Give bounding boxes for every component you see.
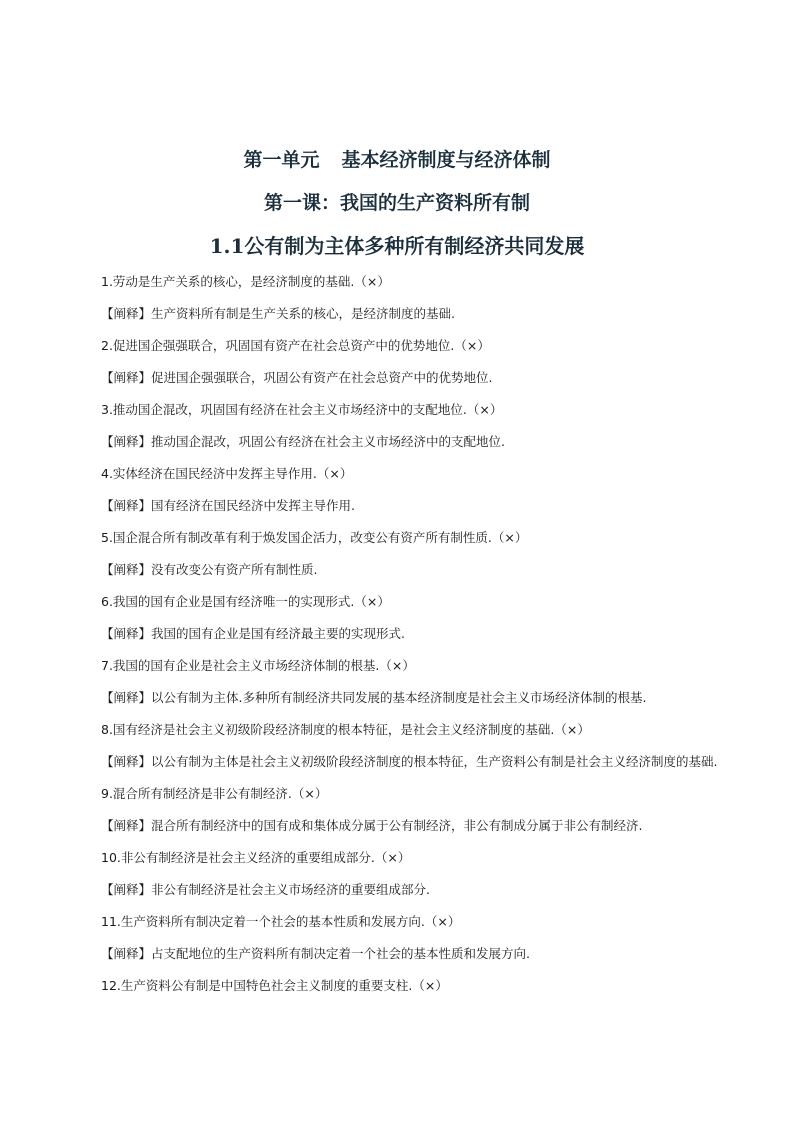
- qa-list: [71, 266, 721, 1002]
- explanation-3: [71, 426, 721, 458]
- explanation-5: [71, 554, 721, 586]
- explanation-text: 没有改变公有资产所有制性质.: [151, 562, 318, 577]
- explanation-text: 非公有制经济是社会主义市场经济的重要组成部分.: [151, 882, 430, 897]
- question-10: 10.非公有制经济是社会主义经济的重要组成部分.（×）: [101, 850, 411, 865]
- explanation-text: 生产资料所有制是生产关系的核心，是经济制度的基础.: [151, 306, 455, 321]
- question-6: 6.我国的国有企业是国有经济唯一的实现形式.（×）: [101, 594, 390, 609]
- explanation-tag: 【阐释】: [101, 626, 152, 641]
- explanation-tag: 【阐释】: [101, 818, 152, 833]
- explanation-11: [71, 938, 721, 970]
- unit-heading: [0, 145, 794, 172]
- explanation-tag: 【阐释】: [101, 754, 152, 769]
- unit-number: 第一单元: [243, 149, 320, 171]
- explanation-tag: 【阐释】: [101, 370, 152, 385]
- question-11: 11.生产资料所有制决定着一个社会的基本性质和发展方向.（×）: [101, 914, 461, 929]
- explanation-8: [71, 746, 721, 778]
- section-heading: 1.1公有制为主体多种所有制经济共同发展: [209, 234, 585, 258]
- question-8: 8.国有经济是社会主义初级阶段经济制度的根本特征，是社会主义经济制度的基础.（×）: [101, 722, 590, 737]
- explanation-tag: 【阐释】: [101, 562, 152, 577]
- question-12: 12.生产资料公有制是中国特色社会主义制度的重要支柱.（×）: [101, 978, 448, 993]
- explanation-tag: 【阐释】: [101, 882, 152, 897]
- explanation-text: 推动国企混改，巩固公有经济在社会主义市场经济中的支配地位.: [151, 434, 505, 449]
- lesson-heading: 第一课：我国的生产资料所有制: [263, 192, 530, 214]
- explanation-text: 促进国企强强联合，巩固公有资产在社会总资产中的优势地位.: [151, 370, 493, 385]
- question-9: 9.混合所有制经济是非公有制经济.（×）: [101, 786, 328, 801]
- explanation-text: 国有经济在国民经济中发挥主导作用.: [151, 498, 355, 513]
- explanation-1: [71, 298, 721, 330]
- explanation-10: [71, 874, 721, 906]
- question-4: 4.实体经济在国民经济中发挥主导作用.（×）: [101, 466, 353, 481]
- explanation-9: [71, 810, 721, 842]
- question-5: 5.国企混合所有制改革有利于焕发国企活力，改变公有资产所有制性质.（×）: [101, 530, 528, 545]
- explanation-tag: 【阐释】: [101, 434, 152, 449]
- question-1: 1.劳动是生产关系的核心，是经济制度的基础.（×）: [101, 274, 390, 289]
- explanation-text: 以公有制为主体是社会主义初级阶段经济制度的根本特征，生产资料公有制是社会主义经济制度的基础.: [151, 754, 718, 769]
- explanation-2: [71, 362, 721, 394]
- explanation-text: 占支配地位的生产资料所有制决定着一个社会的基本性质和发展方向.: [151, 946, 530, 961]
- explanation-tag: 【阐释】: [101, 306, 152, 321]
- explanation-text: 混合所有制经济中的国有成和集体成分属于公有制经济，非公有制成分属于非公有制经济.: [151, 818, 643, 833]
- explanation-4: [71, 490, 721, 522]
- explanation-7: [71, 682, 721, 714]
- explanation-text: 以公有制为主体.多种所有制经济共同发展的基本经济制度是社会主义市场经济体制的根基.: [151, 690, 647, 705]
- question-3: 3.推动国企混改，巩固国有经济在社会主义市场经济中的支配地位.（×）: [101, 402, 503, 417]
- question-2: 2.促进国企强强联合，巩固国有资产在社会总资产中的优势地位.（×）: [101, 338, 490, 353]
- unit-title: 基本经济制度与经济体制: [341, 149, 551, 171]
- explanation-tag: 【阐释】: [101, 946, 152, 961]
- explanation-tag: 【阐释】: [101, 690, 152, 705]
- explanation-tag: 【阐释】: [101, 498, 152, 513]
- explanation-text: 我国的国有企业是国有经济最主要的实现形式.: [151, 626, 405, 641]
- question-7: 7.我国的国有企业是社会主义市场经济体制的根基.（×）: [101, 658, 415, 673]
- explanation-6: [71, 618, 721, 650]
